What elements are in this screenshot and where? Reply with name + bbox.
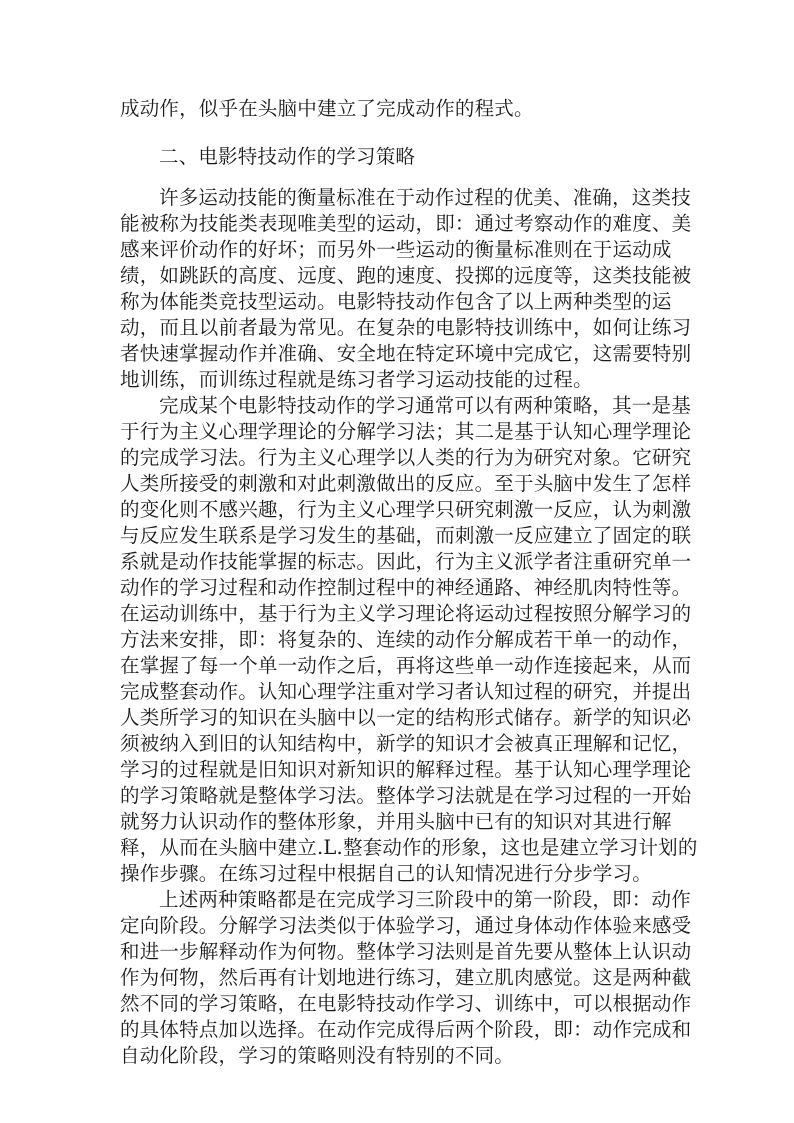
- section-heading: 二、电影特技动作的学习策略: [159, 145, 416, 168]
- paragraph1-line: 地训练，而训练过程就是练习者学习运动技能的过程。: [120, 368, 593, 391]
- paragraph2-line: 系就是动作技能掌握的标志。因此，行为主义派学者注重研究单一: [120, 550, 692, 573]
- paragraph2-line: 人类所学习的知识在头脑中以一定的结构形式储存。新学的知识必: [120, 706, 692, 729]
- paragraph2-line: 完成整套动作。认知心理学注重对学习者认知过程的研究，并提出: [120, 680, 692, 703]
- paragraph1-line: 感来评价动作的好坏；而另外一些运动的衡量标准则在于运动成: [120, 238, 672, 261]
- paragraph2-line: 在运动训练中，基于行为主义学习理论将运动过程按照分解学习的: [120, 602, 692, 625]
- paragraph2-line: 于行为主义心理学理论的分解学习法；其二是基于认知心理学理论: [120, 420, 692, 443]
- paragraph2-line: 学习的过程就是旧知识对新知识的解释过程。基于认知心理学理论: [120, 758, 692, 781]
- paragraph3-line: 定向阶段。分解学习法类似于体验学习，通过身体动作体验来感受: [120, 914, 692, 937]
- paragraph3-line: 作为何物，然后再有计划地进行练习，建立肌肉感觉。这是两种截: [120, 966, 692, 989]
- paragraph2-line: 的变化则不感兴趣，行为主义心理学只研究刺激一反应，认为刺激: [120, 498, 692, 521]
- paragraph1-line: 绩，如跳跃的高度、远度、跑的速度、投掷的远度等，这类技能被: [120, 264, 692, 287]
- paragraph2-line: 的完成学习法。行为主义心理学以人类的行为为研究对象。它研究: [120, 446, 692, 469]
- paragraph2-line: 与反应发生联系是学习发生的基础，而刺激一反应建立了固定的联: [120, 524, 692, 547]
- paragraph2-line: 的学习策略就是整体学习法。整体学习法就是在学习过程的一开始: [120, 784, 692, 807]
- paragraph2-line: 释，从而在头脑中建立.L.整套动作的形象，这也是建立学习计划的: [120, 836, 698, 859]
- paragraph1-line: 称为体能类竞技型运动。电影特技动作包含了以上两种类型的运: [120, 290, 672, 313]
- paragraph2-line: 须被纳入到旧的认知结构中，新学的知识才会被真正理解和记忆，: [120, 732, 692, 755]
- paragraph1-line: 动，而且以前者最为常见。在复杂的电影特技训练中，如何让练习: [120, 316, 692, 339]
- paragraph2-line: 人类所接受的刺激和对此刺激做出的反应。至于头脑中发生了怎样: [120, 472, 692, 495]
- paragraph2-line: 就努力认识动作的整体形象，并用头脑中已有的知识对其进行解: [120, 810, 672, 833]
- paragraph2-line: 动作的学习过程和动作控制过程中的神经通路、神经肌肉特性等。: [120, 576, 692, 599]
- paragraph2-line: 在掌握了每一个单一动作之后，再将这些单一动作连接起来，从而: [120, 654, 692, 677]
- paragraph3-line: 然不同的学习策略，在电影特技动作学习、训练中，可以根据动作: [120, 992, 692, 1015]
- paragraph1-line: 许多运动技能的衡量标准在于动作过程的优美、准确，这类技: [159, 186, 691, 209]
- carryover-line: 成动作，似乎在头脑中建立了完成动作的程式。: [120, 97, 534, 120]
- paragraph1-line: 能被称为技能类表现唯美型的运动，即：通过考察动作的难度、美: [120, 212, 692, 235]
- paragraph3-line: 和进一步解释动作为何物。整体学习法则是首先要从整体上认识动: [120, 940, 692, 963]
- paragraph3-line: 的具体特点加以选择。在动作完成得后两个阶段，即：动作完成和: [120, 1018, 692, 1041]
- paragraph1-line: 者快速掌握动作并准确、安全地在特定环境中完成它，这需要特别: [120, 342, 692, 365]
- paragraph2-line: 方法来安排，即：将复杂的、连续的动作分解成若干单一的动作，: [120, 628, 692, 651]
- paragraph2-line: 完成某个电影特技动作的学习通常可以有两种策略，其一是基: [159, 394, 691, 417]
- paragraph3-line: 自动化阶段，学习的策略则没有特别的不同。: [120, 1044, 515, 1067]
- paragraph2-line: 操作步骤。在练习过程中根据自己的认知情况进行分步学习。: [120, 862, 652, 885]
- paragraph3-line: 上述两种策略都是在完成学习三阶段中的第一阶段，即：动作: [159, 888, 691, 911]
